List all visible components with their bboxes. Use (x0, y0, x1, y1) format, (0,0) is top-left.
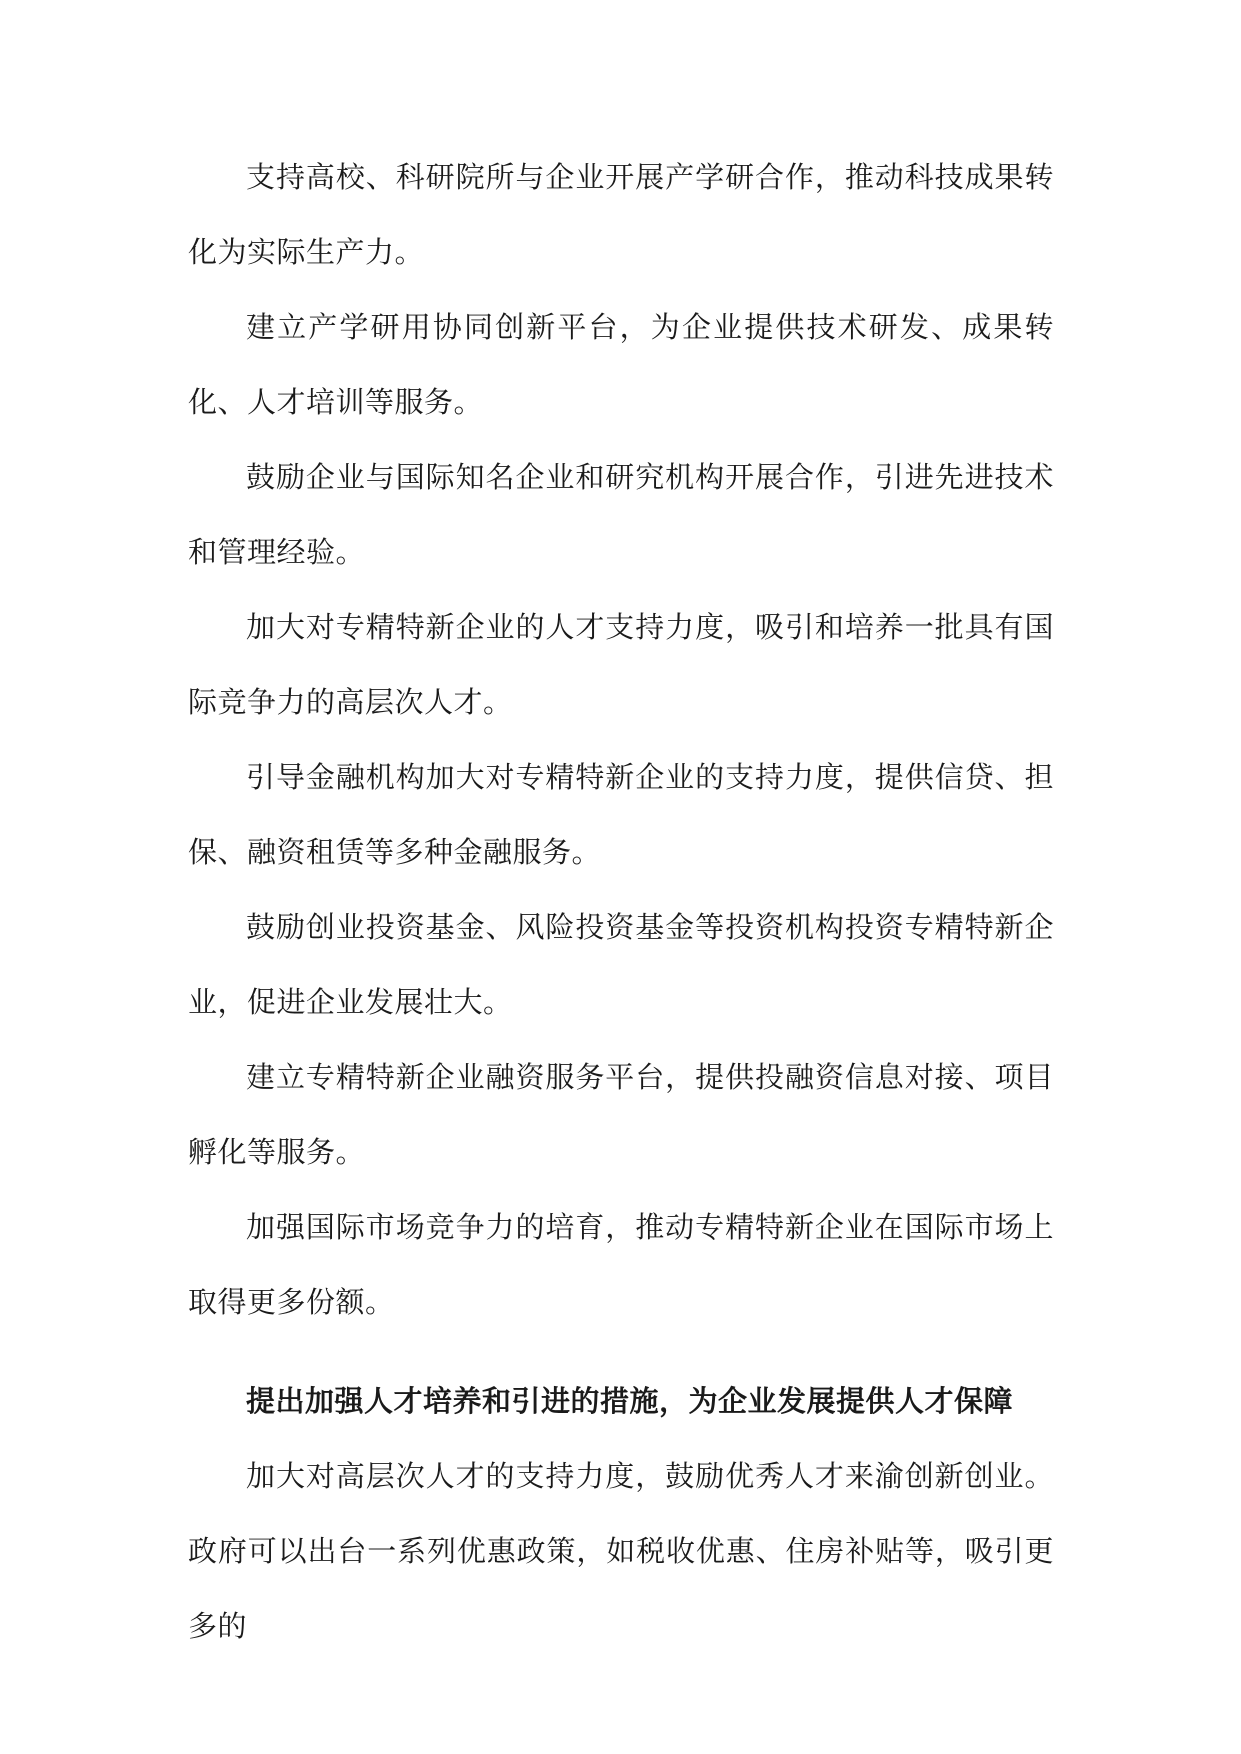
paragraph: 引导金融机构加大对专精特新企业的支持力度，提供信贷、担保、融资租赁等多种金融服务。 (188, 760, 1054, 869)
paragraph: 鼓励创业投资基金、风险投资基金等投资机构投资专精特新企业，促进企业发展壮大。 (188, 910, 1054, 1019)
paragraph: 加大对专精特新企业的人才支持力度，吸引和培养一批具有国际竞争力的高层次人才。 (188, 610, 1054, 719)
section-heading: 提出加强人才培养和引进的措施，为企业发展提供人才保障 (246, 1384, 1014, 1418)
paragraph: 建立专精特新企业融资服务平台，提供投融资信息对接、项目孵化等服务。 (188, 1060, 1054, 1169)
paragraph: 加大对高层次人才的支持力度，鼓励优秀人才来渝创新创业。政府可以出台一系列优惠政策，如税收优惠、住房补贴等，吸引更多的 (188, 1459, 1054, 1643)
paragraph: 建立产学研用协同创新平台，为企业提供技术研发、成果转化、人才培训等服务。 (188, 310, 1054, 419)
paragraph: 加强国际市场竞争力的培育，推动专精特新企业在国际市场上取得更多份额。 (188, 1210, 1054, 1319)
paragraph: 支持高校、科研院所与企业开展产学研合作，推动科技成果转化为实际生产力。 (188, 160, 1054, 269)
paragraph: 鼓励企业与国际知名企业和研究机构开展合作，引进先进技术和管理经验。 (188, 460, 1054, 569)
document-body (188, 140, 1054, 1664)
